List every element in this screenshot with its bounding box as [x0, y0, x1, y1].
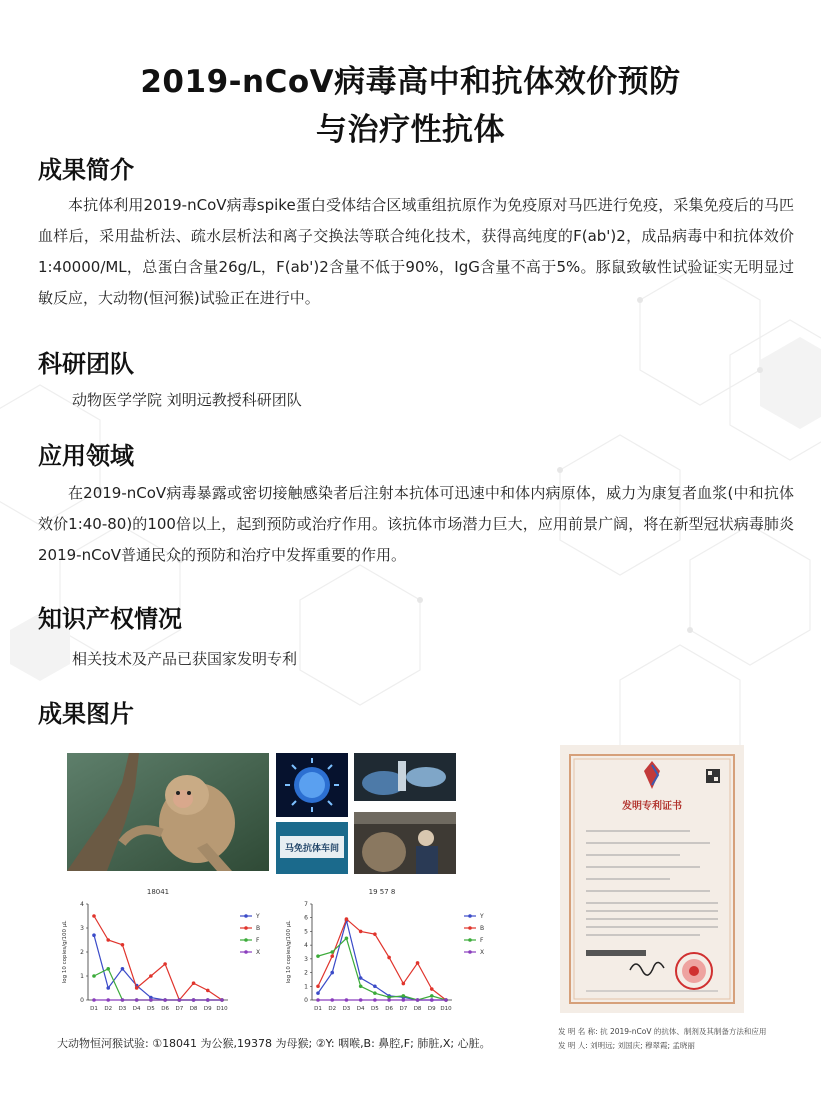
data-point-X [316, 998, 320, 1002]
data-point-X [430, 998, 434, 1002]
y-tick-label: 4 [304, 942, 308, 950]
data-point-X [416, 998, 420, 1002]
data-point-X [330, 998, 334, 1002]
x-tick-label: D5 [147, 1006, 155, 1012]
y-tick-label: 3 [304, 955, 308, 963]
legend-marker-Y [244, 914, 248, 918]
data-point-Y [121, 967, 125, 971]
legend-label-F: F [256, 937, 260, 944]
data-point-X [387, 998, 391, 1002]
data-point-B [92, 914, 96, 918]
legend-label-F: F [480, 937, 484, 944]
x-tick-label: D5 [371, 1006, 379, 1012]
data-point-F [402, 994, 406, 998]
summary-heading: 成果简介 [38, 156, 134, 184]
data-point-X [402, 998, 406, 1002]
y-tick-label: 2 [80, 949, 84, 956]
data-point-Y [316, 991, 320, 995]
data-point-B [135, 986, 139, 990]
y-axis-label: log 10 copies/g/100 μL [62, 920, 68, 984]
page-title-line2: 与治疗性抗体 [316, 112, 505, 148]
series-line-B [318, 919, 446, 1000]
y-tick-label: 3 [80, 925, 84, 932]
x-tick-label: D1 [314, 1006, 322, 1012]
data-point-F [373, 991, 377, 995]
x-tick-label: D6 [161, 1006, 169, 1012]
ip-body: 相关技术及产品已获国家发明专利 [72, 650, 298, 668]
data-point-X [178, 998, 182, 1002]
data-point-F [92, 974, 96, 978]
x-tick-label: D1 [90, 1006, 98, 1012]
charts-caption: 大动物恒河猴试验: ①18041 为公猴,19378 为母猴; ②Y: 咽喉,B: 鼻腔,F; 肺脏,X; 心脏。 [57, 1037, 491, 1050]
data-point-X [121, 998, 125, 1002]
data-point-X [92, 998, 96, 1002]
chart-18041 [58, 882, 280, 1020]
y-tick-label: 4 [80, 901, 84, 908]
data-point-B [149, 974, 153, 978]
data-point-B [192, 981, 196, 985]
data-point-X [359, 998, 363, 1002]
y-tick-label: 0 [80, 997, 84, 1004]
y-tick-label: 1 [304, 983, 308, 991]
data-point-X [135, 998, 139, 1002]
data-point-X [373, 998, 377, 1002]
legend-label-Y: Y [256, 913, 260, 920]
data-point-F [316, 954, 320, 958]
data-point-Y [359, 976, 363, 980]
data-point-B [163, 962, 167, 966]
x-tick-label: D2 [328, 1006, 337, 1012]
workshop-sign-image [276, 822, 348, 874]
page-title-line1: 2019-nCoV病毒高中和抗体效价预防 [140, 64, 681, 100]
images-heading: 成果图片 [38, 700, 134, 728]
legend-label-X: X [480, 949, 485, 956]
x-tick-label: D8 [189, 1006, 198, 1012]
data-point-Y [330, 971, 334, 975]
data-point-B [387, 956, 391, 960]
x-tick-label: D8 [413, 1006, 422, 1012]
team-body: 动物医学学院 刘明远教授科研团队 [72, 391, 302, 409]
summary-body: 本抗体利用2019-nCoV病毒spike蛋白受体结合区域重组抗原作为免疫原对马匹进行免疫，采集免疫后的马匹血样后，采用盐析法、疏水层析法和离子交换法等联合纯化技术，获得高纯度的F(ab')2，成品病毒中和抗体效价1:40000/ML，总蛋白含量26g/L，F(ab')2含量不低于90%，IgG含量不高于5%。豚鼠致敏性试验证实无明显过敏反应，大动物(恒河猴)试验正在进行中。 [38, 196, 794, 307]
data-point-X [206, 998, 210, 1002]
certificate-caption-invention-name: 发 明 名 称: 抗 2019-nCoV 的抗体、制剂及其制备方法和应用 [558, 1027, 767, 1036]
virus-image [276, 753, 348, 817]
ip-heading: 知识产权情况 [38, 605, 182, 633]
chart-title: 18041 [146, 888, 170, 896]
legend-marker-B [244, 926, 248, 930]
legend-marker-F [244, 938, 248, 942]
y-tick-label: 0 [304, 997, 308, 1004]
x-tick-label: D9 [427, 1006, 436, 1012]
data-point-B [121, 943, 125, 947]
x-tick-label: D7 [175, 1006, 184, 1012]
data-point-X [220, 998, 224, 1002]
data-point-F [330, 950, 334, 954]
certificate-caption-inventors: 发 明 人: 刘明远; 刘国庆; 穆翠霞; 孟晓丽 [558, 1041, 695, 1050]
data-point-X [444, 998, 448, 1002]
monkey-photo [67, 753, 269, 871]
workshop-sign-text: 马免抗体车间 [284, 844, 340, 854]
data-point-B [359, 930, 363, 934]
series-line-F [94, 969, 222, 1000]
lab-experiment-image [354, 753, 456, 801]
data-point-B [206, 989, 210, 993]
legend-label-B: B [480, 925, 485, 932]
data-point-Y [106, 986, 110, 990]
data-point-X [106, 998, 110, 1002]
data-point-Y [92, 933, 96, 937]
legend-label-X: X [256, 949, 261, 956]
data-point-F [359, 984, 363, 988]
x-tick-label: D2 [104, 1006, 113, 1012]
data-point-B [345, 917, 349, 921]
y-tick-label: 5 [304, 928, 308, 936]
legend-marker-F [468, 938, 472, 942]
y-tick-label: 7 [304, 901, 308, 908]
data-point-B [330, 954, 334, 958]
data-point-B [402, 982, 406, 986]
data-point-X [345, 998, 349, 1002]
application-heading: 应用领域 [38, 442, 134, 470]
series-line-Y [318, 920, 446, 1000]
chart-19578 [282, 882, 504, 1020]
x-tick-label: D10 [216, 1006, 228, 1012]
x-tick-label: D4 [132, 1006, 141, 1012]
legend-label-B: B [256, 925, 261, 932]
x-tick-label: D3 [118, 1006, 127, 1012]
y-tick-label: 6 [304, 914, 308, 922]
x-tick-label: D4 [356, 1006, 365, 1012]
y-axis-label: log 10 copies/g/100 μL [286, 920, 292, 984]
data-point-B [416, 961, 420, 965]
data-point-F [430, 994, 434, 998]
series-line-Y [94, 935, 222, 1000]
data-point-X [149, 998, 153, 1002]
workshop-workers-image [354, 812, 456, 874]
x-tick-label: D3 [342, 1006, 351, 1012]
legend-marker-X [244, 950, 248, 954]
data-point-X [192, 998, 196, 1002]
x-tick-label: D6 [385, 1006, 393, 1012]
patent-certificate-image [560, 745, 744, 1013]
x-tick-label: D10 [440, 1006, 452, 1012]
x-tick-label: D9 [203, 1006, 212, 1012]
legend-marker-B [468, 926, 472, 930]
team-heading: 科研团队 [38, 350, 134, 378]
series-line-B [94, 916, 222, 1000]
y-tick-label: 1 [80, 973, 84, 980]
data-point-Y [373, 984, 377, 988]
data-point-B [430, 987, 434, 991]
data-point-B [316, 984, 320, 988]
certificate-title: 发明专利证书 [622, 801, 682, 812]
chart-title: 19 57 8 [368, 888, 396, 896]
data-point-F [345, 936, 349, 940]
data-point-B [373, 932, 377, 936]
x-tick-label: D7 [399, 1006, 408, 1012]
legend-marker-Y [468, 914, 472, 918]
application-body: 在2019-nCoV病毒暴露或密切接触感染者后注射本抗体可迅速中和体内病原体，威力为康复者血浆(中和抗体效价1:40-80)的100倍以上，起到预防或治疗作用。该抗体市场潜力巨大，应用前景广阔，将在新型冠状病毒肺炎2019-nCoV普通民众的预防和治疗中发挥重要的作用。 [38, 484, 794, 564]
data-point-X [163, 998, 167, 1002]
data-point-B [106, 938, 110, 942]
y-tick-label: 2 [304, 969, 308, 977]
data-point-F [106, 967, 110, 971]
legend-label-Y: Y [480, 913, 484, 920]
legend-marker-X [468, 950, 472, 954]
